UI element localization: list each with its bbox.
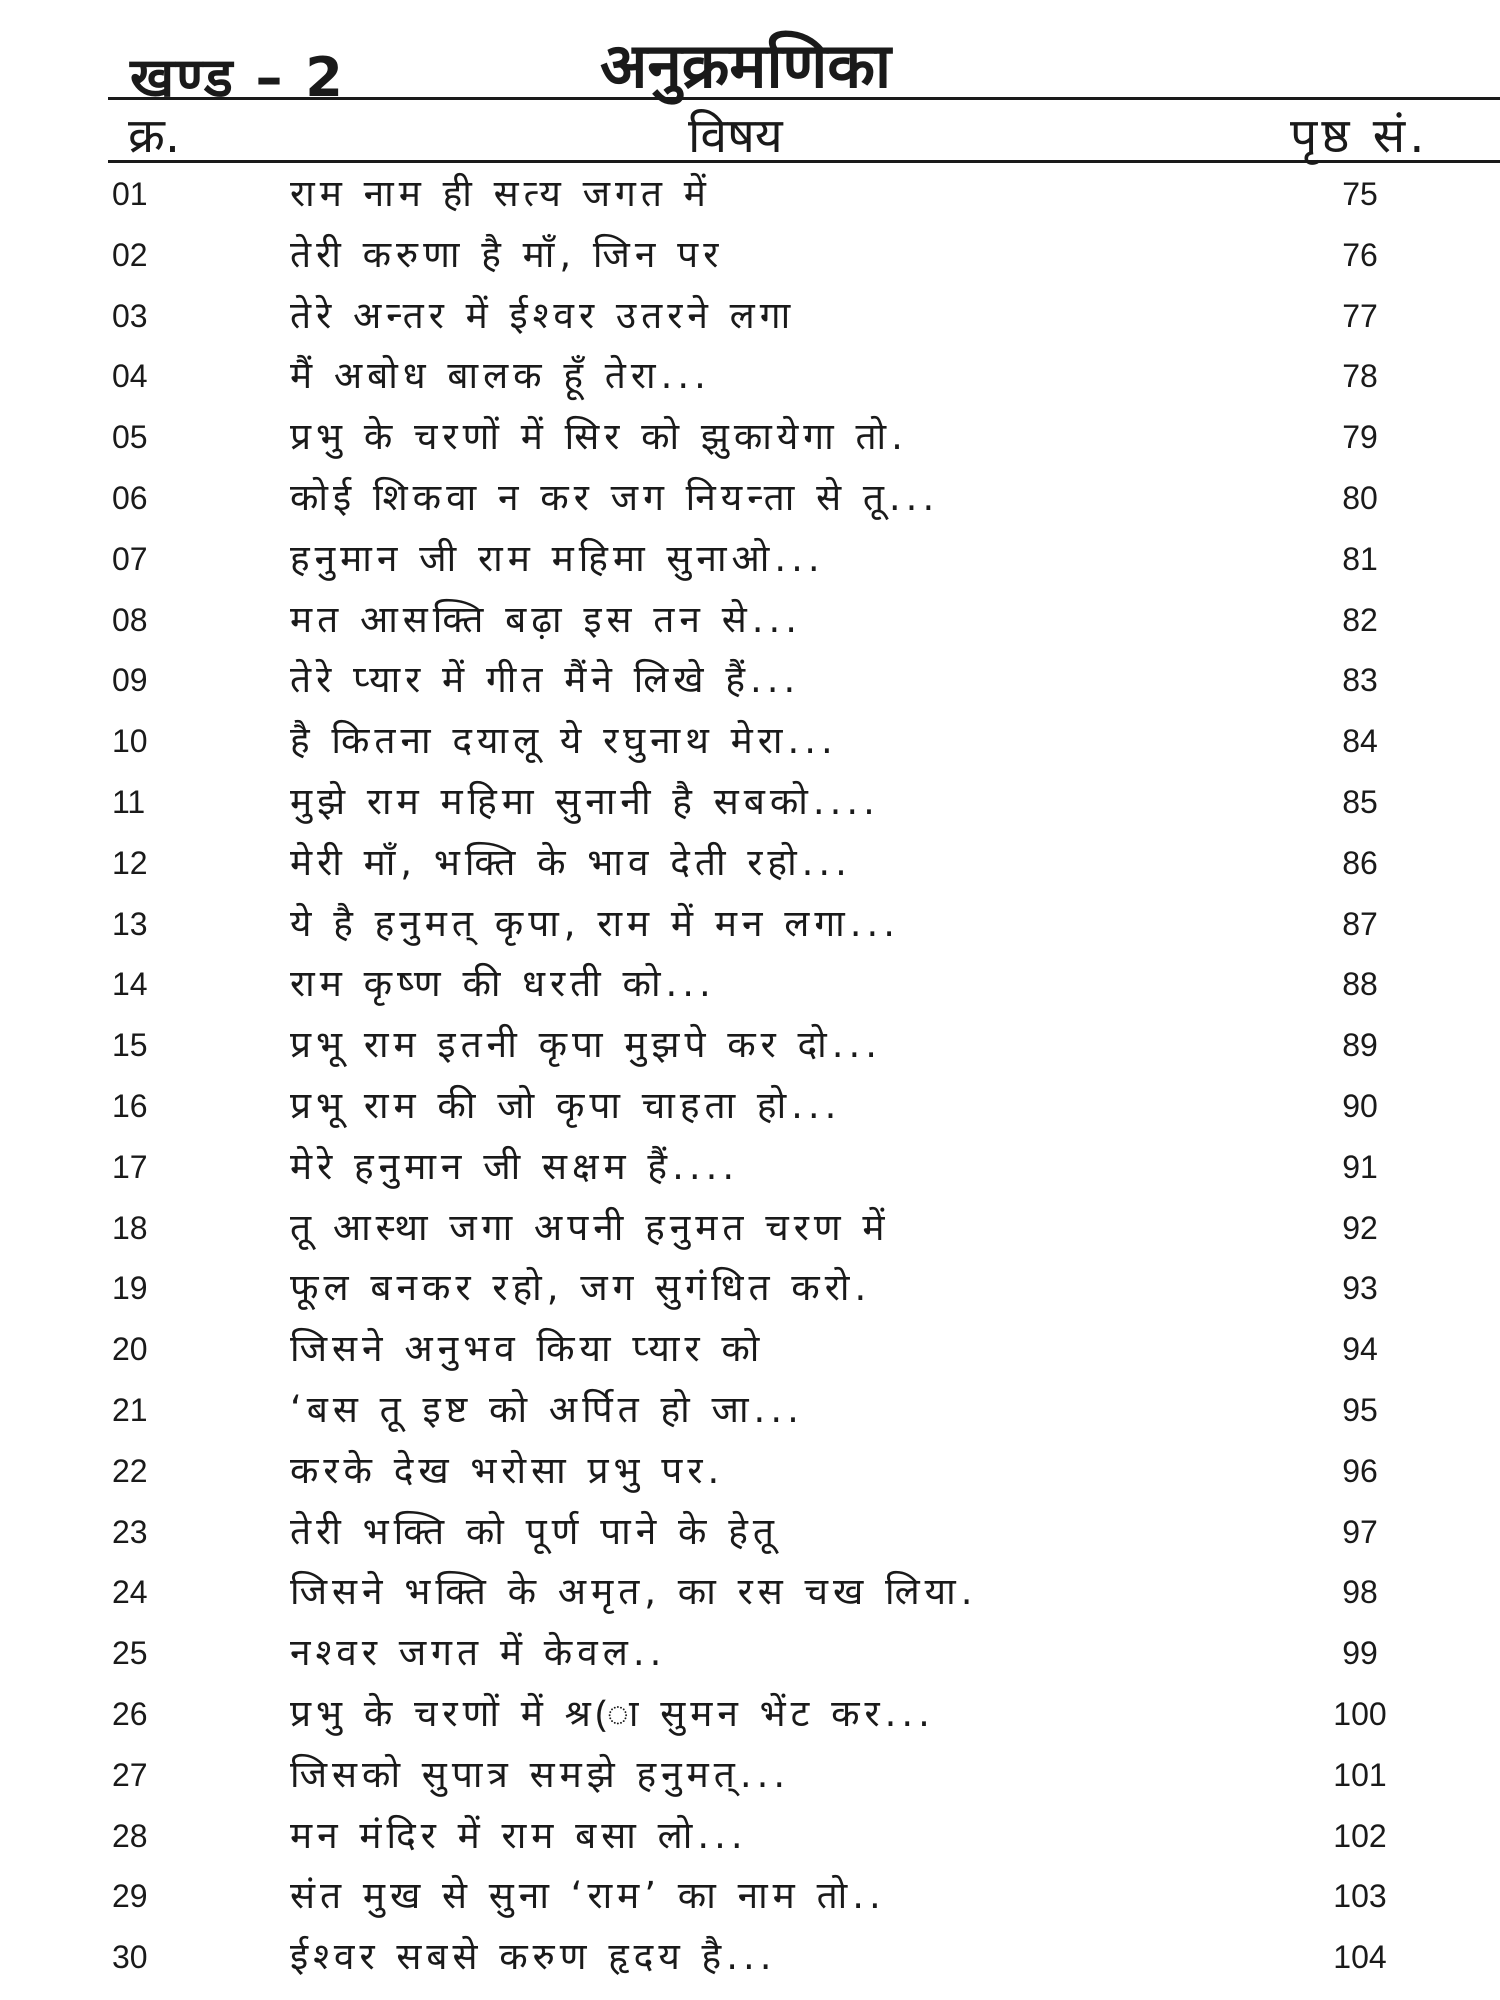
entry-number: 09 [112,662,148,699]
entry-page: 82 [1342,601,1378,638]
toc-entry [0,954,1500,1015]
column-header-serial: क्र. [128,108,181,164]
toc-entry [0,894,1500,955]
column-header-subject: विषय [688,108,783,164]
entry-number: 18 [112,1209,148,1246]
toc-entry [0,1441,1500,1502]
entry-title: जिसने भक्ति के अमृत, का रस चख लिया. [290,1570,978,1614]
entry-number: 29 [112,1878,148,1915]
toc-entry [0,833,1500,894]
entry-title: मैं अबोध बालक हूँ तेरा... [290,354,711,398]
entry-number: 04 [112,358,148,395]
entry-page: 92 [1342,1209,1378,1246]
entry-page: 96 [1342,1452,1378,1489]
entry-title: मुझे राम महिमा सुनानी है सबको.... [290,779,880,823]
entry-number: 08 [112,601,148,638]
entry-title: जिसने अनुभव किया प्यार को [290,1327,765,1371]
entry-number: 17 [112,1148,148,1185]
entry-number: 23 [112,1513,148,1550]
entry-page: 104 [1333,1939,1387,1976]
entry-page: 76 [1342,236,1378,273]
toc-entry [0,164,1500,225]
entry-title: प्रभू राम इतनी कृपा मुझपे कर दो... [290,1023,883,1067]
entry-title: जिसको सुपात्र समझे हनुमत्... [290,1752,791,1796]
entry-number: 30 [112,1939,148,1976]
toc-entry [0,225,1500,286]
entry-page: 75 [1342,176,1378,212]
entry-title: तेरे प्यार में गीत मैंने लिखे हैं... [290,658,801,702]
toc-entry [0,1927,1500,1988]
entry-number: 25 [112,1635,148,1672]
entry-title: है कितना दयालू ये रघुनाथ मेरा... [290,719,838,763]
entry-number: 15 [112,1027,148,1064]
entry-number: 21 [112,1391,148,1428]
entry-title: करके देख भरोसा प्रभु पर. [290,1448,725,1492]
entry-title: ‘बस तू इष्ट को अर्पित हो जा... [290,1387,804,1431]
entry-number: 02 [112,236,148,273]
toc-list [0,164,1500,1988]
entry-number: 19 [112,1270,148,1307]
toc-entry [0,1806,1500,1867]
entry-number: 14 [112,966,148,1003]
entry-page: 98 [1342,1574,1378,1611]
entry-title: फूल बनकर रहो, जग सुगंधित करो. [290,1266,872,1310]
toc-entry [0,1745,1500,1806]
entry-title: ये है हनुमत् कृपा, राम में मन लगा... [290,901,901,945]
toc-entry [0,650,1500,711]
entry-title: प्रभू राम की जो कृपा चाहता हो... [290,1083,842,1127]
entry-page: 84 [1342,723,1378,760]
toc-entry [0,1319,1500,1380]
entry-page: 83 [1342,662,1378,699]
entry-title: प्रभु के चरणों में श्र(ा सुमन भेंट कर... [290,1691,935,1735]
entry-title: नश्वर जगत में केवल.. [290,1631,667,1675]
section-label: खण्ड – 2 [130,46,345,109]
entry-number: 06 [112,479,148,516]
entry-number: 28 [112,1817,148,1854]
entry-number: 11 [112,783,146,820]
entry-page: 77 [1342,297,1378,334]
entry-title: तेरे अन्तर में ईश्वर उतरने लगा [290,293,796,337]
entry-page: 81 [1342,540,1378,577]
entry-number: 01 [112,176,148,212]
toc-entry [0,286,1500,347]
entry-title: मेरे हनुमान जी सक्षम हैं.... [290,1144,740,1188]
toc-entry [0,407,1500,468]
entry-number: 16 [112,1087,148,1124]
column-header-page: पृष्ठ सं. [1290,108,1429,164]
entry-title: संत मुख से सुना ‘राम’ का नाम तो.. [290,1874,886,1918]
entry-number: 13 [112,905,148,942]
toc-entry [0,590,1500,651]
entry-page: 90 [1342,1087,1378,1124]
toc-entry [0,1137,1500,1198]
toc-entry [0,1866,1500,1927]
entry-page: 87 [1342,905,1378,942]
entry-number: 07 [112,540,148,577]
entry-page: 101 [1333,1756,1387,1793]
toc-entry [0,1502,1500,1563]
entry-page: 79 [1342,419,1378,456]
toc-entry [0,1562,1500,1623]
entry-title: तू आस्था जगा अपनी हनुमत चरण में [290,1205,890,1249]
entry-number: 26 [112,1695,148,1732]
toc-entry [0,1684,1500,1745]
entry-page: 103 [1333,1878,1387,1915]
entry-page: 85 [1342,783,1378,820]
entry-page: 80 [1342,479,1378,516]
toc-entry [0,1380,1500,1441]
toc-entry [0,1258,1500,1319]
entry-page: 95 [1342,1391,1378,1428]
entry-title: तेरी करुणा है माँ, जिन पर [290,232,724,276]
entry-title: कोई शिकवा न कर जग नियन्ता से तू... [290,475,940,519]
entry-title: तेरी भक्ति को पूर्ण पाने के हेतू [290,1509,779,1553]
entry-title: मत आसक्ति बढ़ा इस तन से... [290,597,802,641]
entry-title: हनुमान जी राम महिमा सुनाओ... [290,536,825,580]
entry-page: 102 [1333,1817,1387,1854]
entry-title: प्रभु के चरणों में सिर को झुकायेगा तो. [290,415,908,459]
entry-title: राम नाम ही सत्य जगत में [290,172,711,215]
toc-entry [0,711,1500,772]
toc-entry [0,1623,1500,1684]
entry-page: 94 [1342,1331,1378,1368]
entry-title: ईश्वर सबसे करुण हृदय है... [290,1935,777,1979]
column-header-rule [108,160,1500,163]
toc-entry [0,772,1500,833]
entry-page: 89 [1342,1027,1378,1064]
entry-number: 05 [112,419,148,456]
entry-number: 03 [112,297,148,334]
header-rule [108,97,1500,100]
entry-page: 93 [1342,1270,1378,1307]
entry-title: राम कृष्ण की धरती को... [290,962,716,1006]
toc-entry [0,529,1500,590]
entry-number: 12 [112,844,148,881]
toc-entry [0,468,1500,529]
toc-entry [0,1198,1500,1259]
toc-entry [0,1015,1500,1076]
entry-number: 27 [112,1756,148,1793]
toc-entry [0,346,1500,407]
entry-number: 24 [112,1574,148,1611]
entry-page: 86 [1342,844,1378,881]
entry-title: मन मंदिर में राम बसा लो... [290,1813,748,1857]
entry-title: मेरी माँ, भक्ति के भाव देती रहो... [290,840,852,884]
entry-page: 91 [1342,1148,1378,1185]
entry-page: 88 [1342,966,1378,1003]
entry-page: 78 [1342,358,1378,395]
toc-entry [0,1076,1500,1137]
entry-page: 99 [1342,1635,1378,1672]
page-title: अनुक्रमणिका [600,29,892,102]
entry-number: 10 [112,723,148,760]
entry-number: 20 [112,1331,148,1368]
entry-page: 97 [1342,1513,1378,1550]
entry-page: 100 [1333,1695,1387,1732]
entry-number: 22 [112,1452,148,1489]
